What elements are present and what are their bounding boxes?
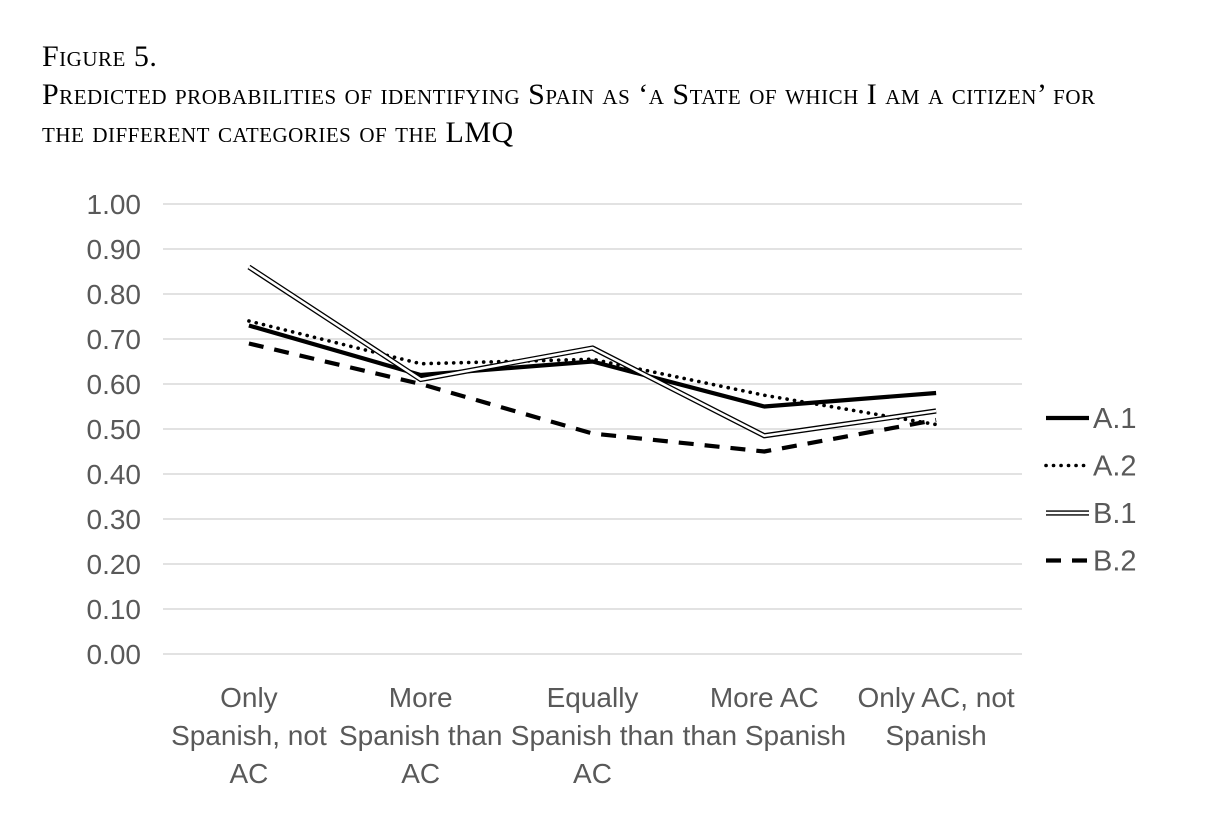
series-line-b1-center bbox=[249, 267, 936, 436]
y-tick-label: 0.40 bbox=[86, 459, 141, 490]
legend-label-b1: B.1 bbox=[1093, 498, 1137, 530]
y-tick-label: 0.70 bbox=[86, 324, 141, 355]
series-line-b1 bbox=[249, 267, 936, 436]
x-category-label: Only Spanish, not AC bbox=[171, 682, 327, 789]
x-category-label: More AC than Spanish bbox=[682, 682, 847, 751]
y-tick-label: 0.00 bbox=[86, 639, 141, 670]
x-category-label: More Spanish than AC bbox=[338, 682, 503, 789]
y-tick-label: 0.90 bbox=[86, 234, 141, 265]
legend-label-a1: A.1 bbox=[1093, 403, 1137, 435]
x-category-label: Equally Spanish than AC bbox=[510, 682, 675, 789]
y-tick-label: 0.10 bbox=[86, 594, 141, 625]
y-tick-label: 0.20 bbox=[86, 549, 141, 580]
y-tick-label: 0.30 bbox=[86, 504, 141, 535]
figure-title-line-1: Predicted probabilities of identifying Spain as ‘a State of which I am a citizen’ for bbox=[42, 78, 1096, 111]
figure-title-line-2: the different categories of the LMQ bbox=[42, 116, 514, 149]
legend-label-a2: A.2 bbox=[1093, 450, 1137, 483]
x-category-label: Only AC, not Spanish bbox=[857, 682, 1015, 751]
legend-label-b2: B.2 bbox=[1093, 545, 1137, 578]
y-tick-label: 1.00 bbox=[86, 189, 141, 220]
figure-label: Figure 5. bbox=[42, 40, 158, 73]
y-tick-label: 0.80 bbox=[86, 279, 141, 310]
y-tick-label: 0.50 bbox=[86, 414, 141, 445]
y-tick-label: 0.60 bbox=[86, 369, 141, 400]
